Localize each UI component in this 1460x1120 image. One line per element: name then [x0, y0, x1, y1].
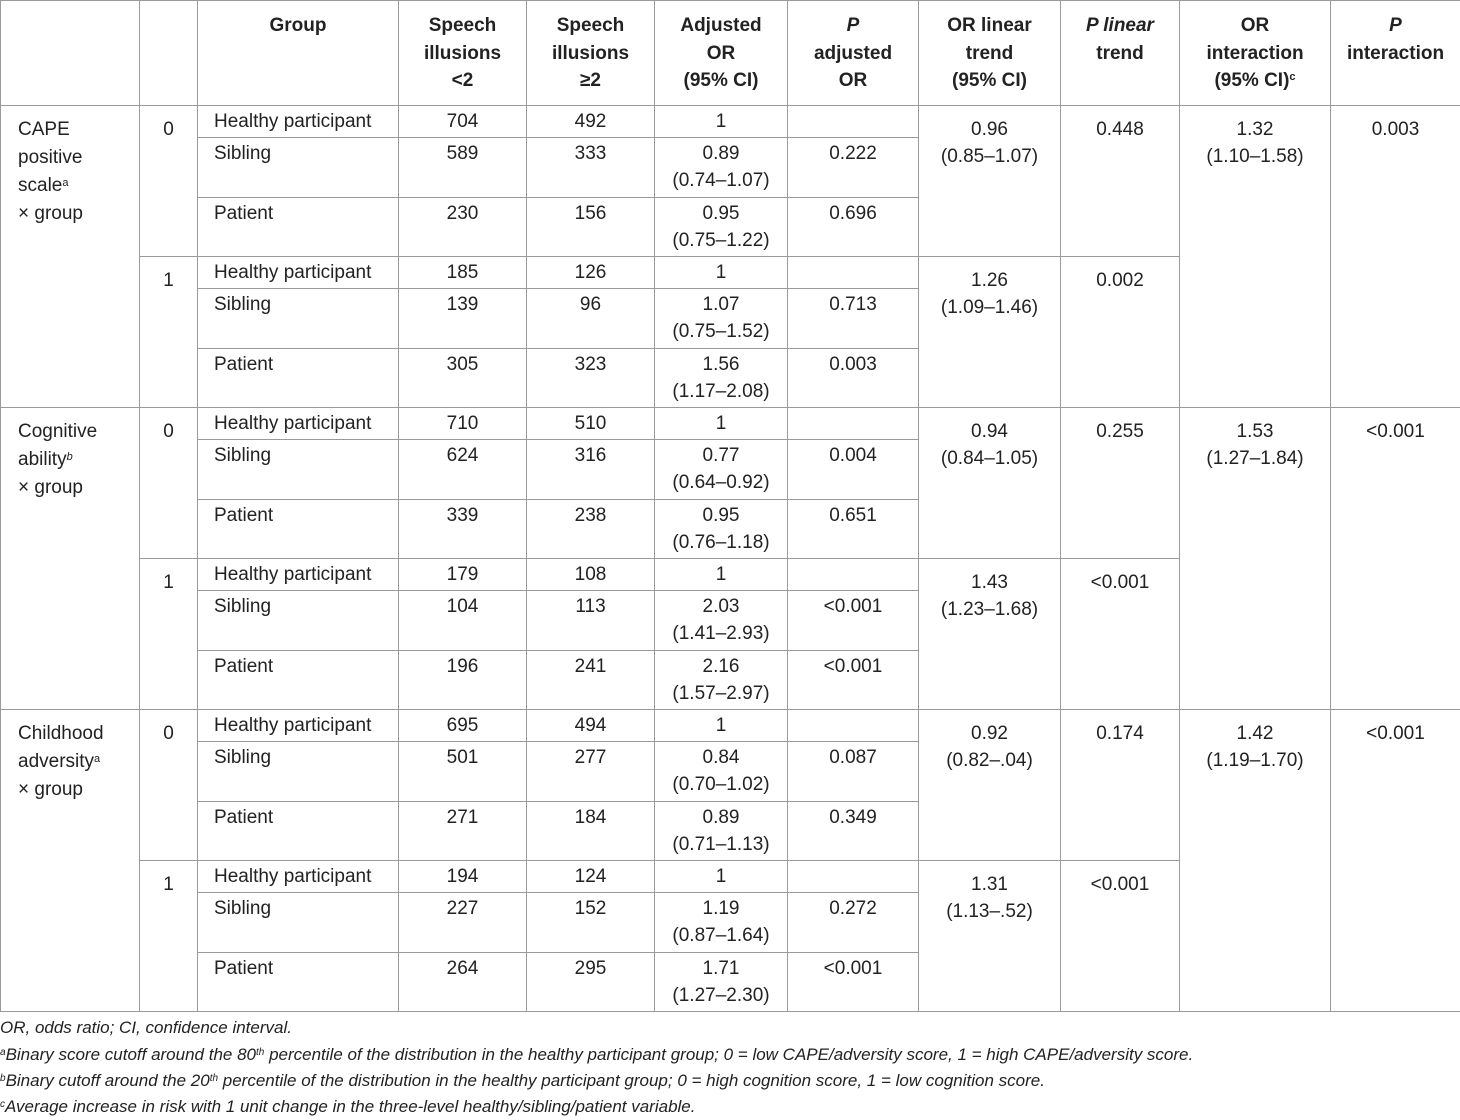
or-interaction-cell: 1.53 (1.27–1.84): [1180, 408, 1331, 710]
header-speech-ge2: Speech illusions ≥2: [527, 1, 655, 106]
header-group: Group: [198, 1, 399, 106]
lt2-cell: 710: [399, 408, 527, 440]
ge2-cell: 494: [527, 710, 655, 742]
footnote-c: $^c$Average increase in risk with 1 unit change in the three-level healthy/sibling/patient variable.: [0, 1094, 1460, 1120]
p-linear-cell: <0.001: [1061, 861, 1180, 1012]
level-cell: 0: [140, 408, 198, 559]
ge2-cell: 510: [527, 408, 655, 440]
group-cell: Healthy participant: [198, 106, 399, 138]
p-cell: [788, 861, 919, 893]
p-cell: 0.222: [788, 138, 919, 198]
p-interaction-cell: <0.001: [1331, 408, 1460, 710]
level-cell: 1: [140, 257, 198, 408]
p-interaction-cell: <0.001: [1331, 710, 1460, 1012]
ge2-cell: 108: [527, 559, 655, 591]
p-cell: 0.713: [788, 289, 919, 349]
table-row: [1, 710, 1460, 742]
row-label-cognitive: Cognitive ability$^b$ × group: [1, 408, 140, 710]
or-cell: 0.84 (0.70–1.02): [655, 742, 788, 802]
or-cell: 1: [655, 408, 788, 440]
or-cell: 2.16 (1.57–2.97): [655, 651, 788, 710]
header-p-linear: P linear trend: [1061, 1, 1180, 106]
header-p-interaction: P interaction: [1331, 1, 1460, 106]
lt2-cell: 624: [399, 440, 527, 500]
lt2-cell: 185: [399, 257, 527, 289]
group-cell: Sibling: [198, 893, 399, 953]
group-cell: Healthy participant: [198, 408, 399, 440]
p-cell: 0.004: [788, 440, 919, 500]
header-or-interaction: OR interaction (95% CI)$^c$: [1180, 1, 1331, 106]
header-variable: [1, 1, 140, 106]
group-cell: Sibling: [198, 138, 399, 198]
or-cell: 1: [655, 710, 788, 742]
p-linear-cell: 0.255: [1061, 408, 1180, 559]
ge2-cell: 152: [527, 893, 655, 953]
group-cell: Healthy participant: [198, 559, 399, 591]
group-cell: Sibling: [198, 591, 399, 651]
group-cell: Patient: [198, 349, 399, 408]
ge2-cell: 156: [527, 198, 655, 257]
ge2-cell: 241: [527, 651, 655, 710]
group-cell: Healthy participant: [198, 710, 399, 742]
group-cell: Sibling: [198, 742, 399, 802]
lt2-cell: 305: [399, 349, 527, 408]
header-p-adjusted: P adjusted OR: [788, 1, 919, 106]
lt2-cell: 230: [399, 198, 527, 257]
table-row: [1, 106, 1460, 138]
group-cell: Sibling: [198, 289, 399, 349]
ge2-cell: 113: [527, 591, 655, 651]
p-cell: [788, 106, 919, 138]
or-cell: 1: [655, 559, 788, 591]
level-cell: 0: [140, 106, 198, 257]
or-cell: 0.95 (0.76–1.18): [655, 500, 788, 559]
p-cell: <0.001: [788, 591, 919, 651]
or-interaction-cell: 1.42 (1.19–1.70): [1180, 710, 1331, 1012]
or-cell: 1.07 (0.75–1.52): [655, 289, 788, 349]
header-speech-lt2: Speech illusions <2: [399, 1, 527, 106]
ge2-cell: 124: [527, 861, 655, 893]
p-linear-cell: <0.001: [1061, 559, 1180, 710]
ge2-cell: 184: [527, 802, 655, 861]
lt2-cell: 227: [399, 893, 527, 953]
p-linear-cell: 0.002: [1061, 257, 1180, 408]
or-cell: 1.71 (1.27–2.30): [655, 953, 788, 1012]
group-cell: Healthy participant: [198, 257, 399, 289]
ge2-cell: 316: [527, 440, 655, 500]
lt2-cell: 589: [399, 138, 527, 198]
p-cell: [788, 559, 919, 591]
or-cell: 2.03 (1.41–2.93): [655, 591, 788, 651]
lt2-cell: 264: [399, 953, 527, 1012]
row-label-cape: CAPE positive scale$^a$ × group: [1, 106, 140, 408]
row-label-adversity: Childhood adversity$^a$ × group: [1, 710, 140, 1012]
header-level: [140, 1, 198, 106]
level-cell: 1: [140, 861, 198, 1012]
group-cell: Patient: [198, 802, 399, 861]
lt2-cell: 339: [399, 500, 527, 559]
p-cell: 0.696: [788, 198, 919, 257]
lt2-cell: 139: [399, 289, 527, 349]
lt2-cell: 196: [399, 651, 527, 710]
or-linear-cell: 0.96 (0.85–1.07): [919, 106, 1061, 257]
group-cell: Patient: [198, 651, 399, 710]
p-cell: [788, 408, 919, 440]
ge2-cell: 333: [527, 138, 655, 198]
ge2-cell: 323: [527, 349, 655, 408]
or-cell: 0.95 (0.75–1.22): [655, 198, 788, 257]
header-or-linear: OR linear trend (95% CI): [919, 1, 1061, 106]
p-interaction-cell: 0.003: [1331, 106, 1460, 408]
footnote-a: $^a$Binary score cutoff around the 80th percentile of the distribution in the healthy participant group; 0 = low CAPE/adversity score, 1 = high CAPE/adversity score.: [0, 1042, 1460, 1068]
or-cell: 1: [655, 257, 788, 289]
p-cell: 0.651: [788, 500, 919, 559]
ge2-cell: 295: [527, 953, 655, 1012]
lt2-cell: 179: [399, 559, 527, 591]
ge2-cell: 277: [527, 742, 655, 802]
group-cell: Sibling: [198, 440, 399, 500]
ge2-cell: 126: [527, 257, 655, 289]
header-adjusted-or: Adjusted OR (95% CI): [655, 1, 788, 106]
p-linear-cell: 0.448: [1061, 106, 1180, 257]
or-interaction-cell: 1.32 (1.10–1.58): [1180, 106, 1331, 408]
lt2-cell: 194: [399, 861, 527, 893]
footnote-b: $^b$Binary cutoff around the 20th percentile of the distribution in the healthy participant group; 0 = high cognition score, 1 = low cognition score.: [0, 1068, 1460, 1094]
or-cell: 1: [655, 106, 788, 138]
or-linear-cell: 1.43 (1.23–1.68): [919, 559, 1061, 710]
or-cell: 0.89 (0.74–1.07): [655, 138, 788, 198]
p-cell: 0.349: [788, 802, 919, 861]
header-row: [1, 1, 1460, 106]
or-linear-cell: 0.92 (0.82–.04): [919, 710, 1061, 861]
ge2-cell: 96: [527, 289, 655, 349]
lt2-cell: 501: [399, 742, 527, 802]
p-cell: 0.087: [788, 742, 919, 802]
footnote-abbreviations: OR, odds ratio; CI, confidence interval.: [0, 1015, 1460, 1041]
lt2-cell: 271: [399, 802, 527, 861]
p-cell: [788, 710, 919, 742]
p-cell: 0.003: [788, 349, 919, 408]
p-linear-cell: 0.174: [1061, 710, 1180, 861]
group-cell: Patient: [198, 500, 399, 559]
or-cell: 1.56 (1.17–2.08): [655, 349, 788, 408]
table-row: [1, 408, 1460, 440]
ge2-cell: 492: [527, 106, 655, 138]
or-cell: 0.77 (0.64–0.92): [655, 440, 788, 500]
p-cell: <0.001: [788, 953, 919, 1012]
lt2-cell: 104: [399, 591, 527, 651]
lt2-cell: 704: [399, 106, 527, 138]
group-cell: Patient: [198, 953, 399, 1012]
or-cell: 1.19 (0.87–1.64): [655, 893, 788, 953]
ge2-cell: 238: [527, 500, 655, 559]
or-linear-cell: 1.31 (1.13–.52): [919, 861, 1061, 1012]
group-cell: Healthy participant: [198, 861, 399, 893]
or-cell: 0.89 (0.71–1.13): [655, 802, 788, 861]
or-linear-cell: 0.94 (0.84–1.05): [919, 408, 1061, 559]
level-cell: 0: [140, 710, 198, 861]
p-cell: <0.001: [788, 651, 919, 710]
or-cell: 1: [655, 861, 788, 893]
p-cell: 0.272: [788, 893, 919, 953]
level-cell: 1: [140, 559, 198, 710]
group-cell: Patient: [198, 198, 399, 257]
lt2-cell: 695: [399, 710, 527, 742]
p-cell: [788, 257, 919, 289]
or-linear-cell: 1.26 (1.09–1.46): [919, 257, 1061, 408]
